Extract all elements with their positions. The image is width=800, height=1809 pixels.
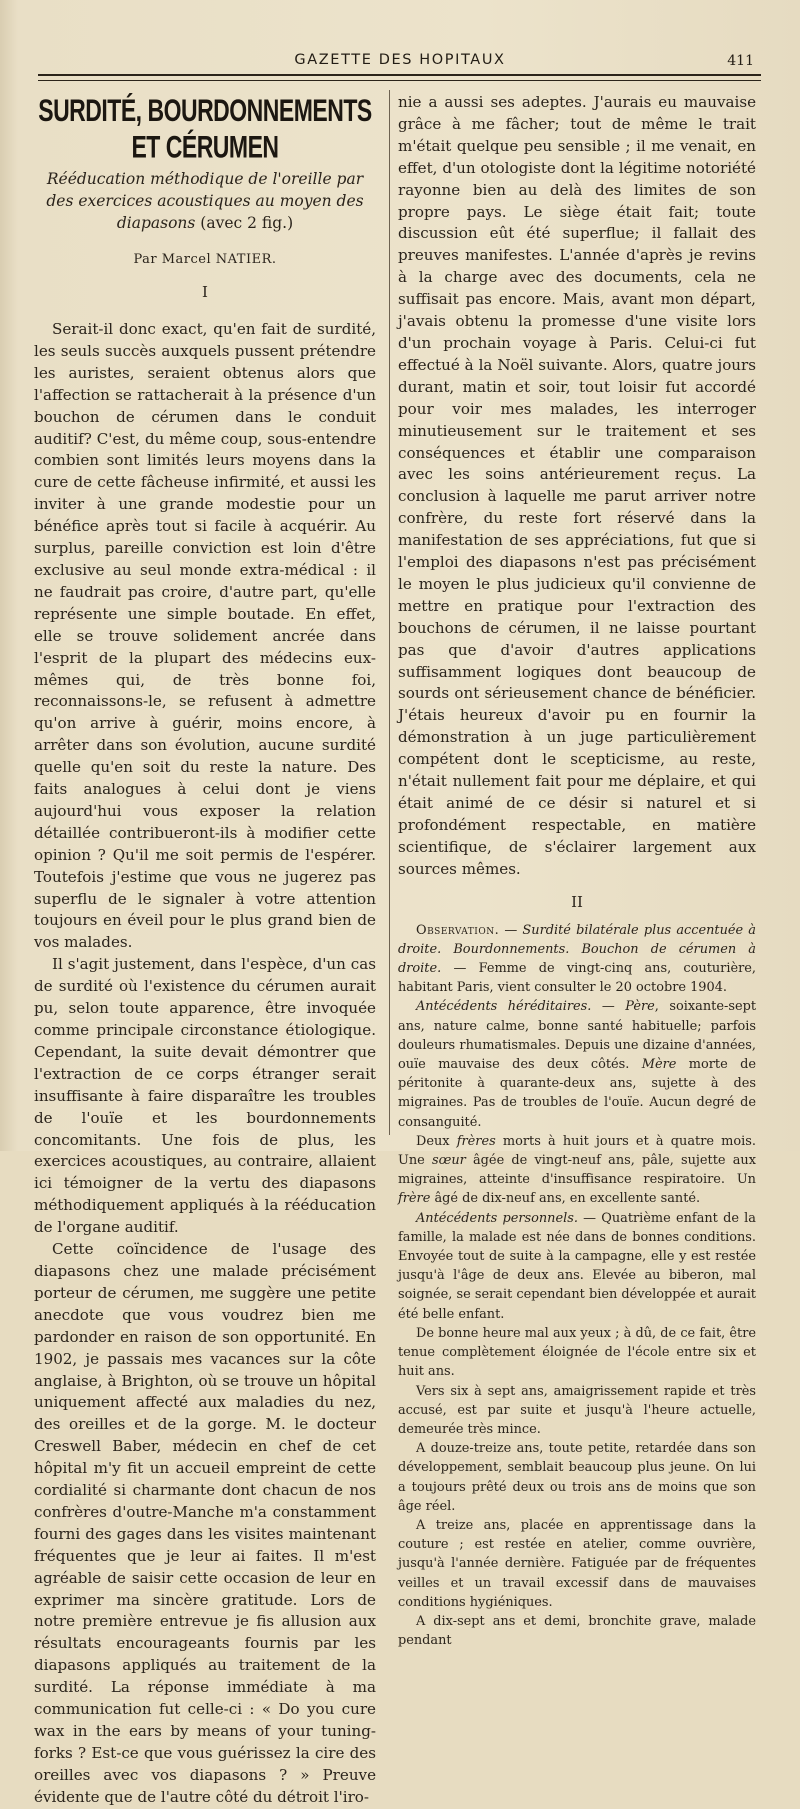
left-column [34,92,376,1809]
author-byline: Par Marcel NATIER. [133,252,277,267]
header-rule-thin [38,80,761,81]
observation-title: — Surdité bilatérale plus accentuée à droite. Bourdonnements. Bouchon de cérumen à droite. [398,922,756,977]
history-paragraph: Vers six à sept ans, amaigrissement rapide et très accusé, est par suite et jusqu'à l'heure actuelle, demeurée très mince. [398,1383,756,1437]
section-heading-2: II [571,892,583,911]
section-heading-1: I [202,283,208,301]
page-header [40,50,760,74]
personal-label: Antécédents personnels. [416,1210,578,1226]
history-paragraph: De bonne heure mal aux yeux ; à dû, de ce fait, être tenue complètement éloignée de l'école entre six et huit ans. [398,1325,756,1380]
page-number: 411 [727,53,754,69]
history-paragraph: A dix-sept ans et demi, bronchite grave, malade pendant [398,1613,756,1649]
siblings-paragraph: Deux frères morts à huit jours et à quatre mois. Une sœur âgée de vingt-neuf ans, pâle, sujette aux migraines, atteinte d'insuffisance respiratoire. Un frère âgé de dix-neuf ans, en excellente santé. [398,1133,756,1207]
right-column [398,92,756,1650]
article-subtitle [34,168,376,234]
body-paragraph: Il s'agit justement, dans l'espèce, d'un cas de surdité où l'existence du cérumen aurait pu, selon toute apparence, être invoquée comme principale circonstance étiologique. Cependant, la suite devait démontrer que l'extraction de ce corps étranger serait insuffisante à faire disparaître les troubles de l'ouïe et les bourdonnements concomitants. Une fois de plus, les exercices acoustiques, au contraire, allaient ici témoigner de la vertu des diapasons méthodiquement appliqués à la rééducation de l'organe auditif. [34,955,376,1237]
heredity-label: Antécédents héréditaires. [416,999,592,1015]
body-paragraph: Cette coïncidence de l'usage des diapasons chez une malade précisément porteur de cérumen, me suggère une petite anecdote que vous voudrez bien me pardonder en raison de son opportunité. En 1902, je passais mes vacances sur la côte anglaise, à Brighton, où se trouve un hôpital uniquement affecté aux maladies du nez, des oreilles et de la gorge. M. le docteur Creswell Baber, médecin en chef de cet hôpital m'y fit un accueil empreint de cette cordialité si charmante dont chacun de nos confrères d'outre-Manche m'a constamment fourni des gages dans les visites maintenant fréquentes que je leur ai faites. Il m'est agréable de saisir cette occasion de leur en exprimer ma sincère gratitude. Lors de notre première entrevue je fis allusion aux résultats encourageants fournis par les diapasons appliqués au traitement de la surdité. La réponse immédiate à ma communication fut celle-ci : « Do you cure wax in the ears by means of your tuning-forks ? Est-ce que vous guérissez la cire des oreilles avec vos diapasons ? » Preuve évidente que de l'autre côté du détroit l'iro- [34,1240,376,1806]
subtitle-figures: (avec 2 fig.) [200,214,294,232]
running-head: GAZETTE DES HOPITAUX [294,52,506,68]
personal-history-paragraph: Antécédents personnels. — Quatrième enfant de la famille, la malade est née dans de bonnes conditions. Envoyée tout de suite à la campagne, elle y est restée jusqu'à l'âge de deux ans. Elevée au biberon, mal soignée, se serait cependant bien développée et aurait été belle enfant. [398,1210,756,1322]
observation-label: Observation. [416,922,500,938]
column-divider [389,90,390,1135]
body-paragraph: Serait-il donc exact, qu'en fait de surdité, les seuls succès auxquels pussent prétendre les auristes, seraient obtenus alors que l'affection se rattacherait à la présence d'un bouchon de cérumen dans le conduit auditif? C'est, du même coup, sous-entendre combien sont limités leurs moyens dans la cure de cette fâcheuse infirmité, et aussi les inviter à une grande modestie pour un bénéfice après tout si facile à acquérir. Au surplus, pareille conviction est loin d'être exclusive au seul monde extra-médical : il ne faudrait pas croire, d'autre part, qu'elle représente une simple boutade. En effet, elle se trouve solidement ancrée dans l'esprit de la plupart des médecins eux-mêmes qui, de très bonne foi, reconnaissons-le, se refusent à admettre qu'on arrive à guérir, moins encore, à arrêter dans son évolution, aucune surdité quelle qu'en soit du reste la nature. Des faits analogues à celui dont je viens aujourd'hui vous exposer la relation détaillée contribueront-ils à modifier cette opinion ? Qu'il me soit permis de l'espérer. Toutefois j'estime que vous ne jugerez pas superflu de le signaler à votre attention toujours en éveil pour le plus grand bien de vos malades. [34,320,376,952]
body-paragraph-continued: nie a aussi ses adeptes. J'aurais eu mauvaise grâce à me fâcher; tout de même le trait m'était quelque peu sensible ; il me venait, en effet, d'un otologiste dont la légitime notoriété rayonne bien au delà des limites de son propre pays. Le siège était fait; toute discussion eût été superflue; il fallait des preuves manifestes. L'année d'après je revins à la charge avec des documents, cela ne suffisait pas encore. Mais, avant mon départ, j'avais obtenu la promesse d'une visite lors d'un prochain voyage à Paris. Celui-ci fut effectué à la Noël suivante. Alors, quatre jours durant, matin et soir, tout loisir fut accordé pour voir mes malades, les interroger minutieusement sur le traitement et ses conséquences et établir une comparaison avec les soins antérieurement reçus. La conclusion à laquelle me parut arriver notre confrère, du reste fort réservé dans la manifestation de ses appréciations, fut que si l'emploi des diapasons n'est pas précisément le moyen le plus judicieux qu'il convienne de mettre en pratique pour l'extraction des bouchons de cérumen, il ne laisse pourtant pas que d'avoir d'autres applications suffisamment logiques dont beaucoup de sourds ont sérieusement chance de bénéficier. J'étais heureux d'avoir pu en fournir la démonstration à un juge particulièrement compétent dont le scepticisme, au reste, n'était nullement fait pour me déplaire, et qui était animé de ce désir si naturel et si profondément respectable, en matière scientifique, de s'éclairer largement aux sources mêmes. [398,93,756,878]
history-paragraph: A douze-treize ans, toute petite, retardée dans son développement, semblait beaucoup plus jeune. On lui a toujours prêté deux ou trois ans de moins que son âge réel. [398,1441,756,1514]
history-paragraph: A treize ans, placée en apprentissage dans la couture ; est restée en atelier, comme ouvrière, jusqu'à l'année dernière. Fatiguée par de fréquentes veilles et un travail excessif dans de mauvaises conditions hygiéniques. [398,1517,756,1610]
heredity-paragraph: Antécédents héréditaires. — Père, soixante-sept ans, nature calme, bonne santé habituelle; parfois douleurs rhumatismales. Depuis une dizaine d'années, ouïe mauvaise des deux côtés. Mère morte de péritonite à quarante-deux ans, sujette à des migraines. Pas de troubles de l'ouïe. Aucun degré de consanguité. [398,999,757,1130]
subtitle-italic: Rééducation méthodique de l'oreille par des exercices acoustiques au moyen des diapasons [46,170,364,232]
article-title: SURDITÉ, BOURDONNEMENTS ET CÉRUMEN [38,92,372,165]
observation-text: — Femme de vingt-cinq ans, couturière, habitant Paris, vient consulter le 20 octobre 1904. [398,961,756,996]
header-rule-thick [38,74,761,76]
observation-paragraph [398,921,756,998]
